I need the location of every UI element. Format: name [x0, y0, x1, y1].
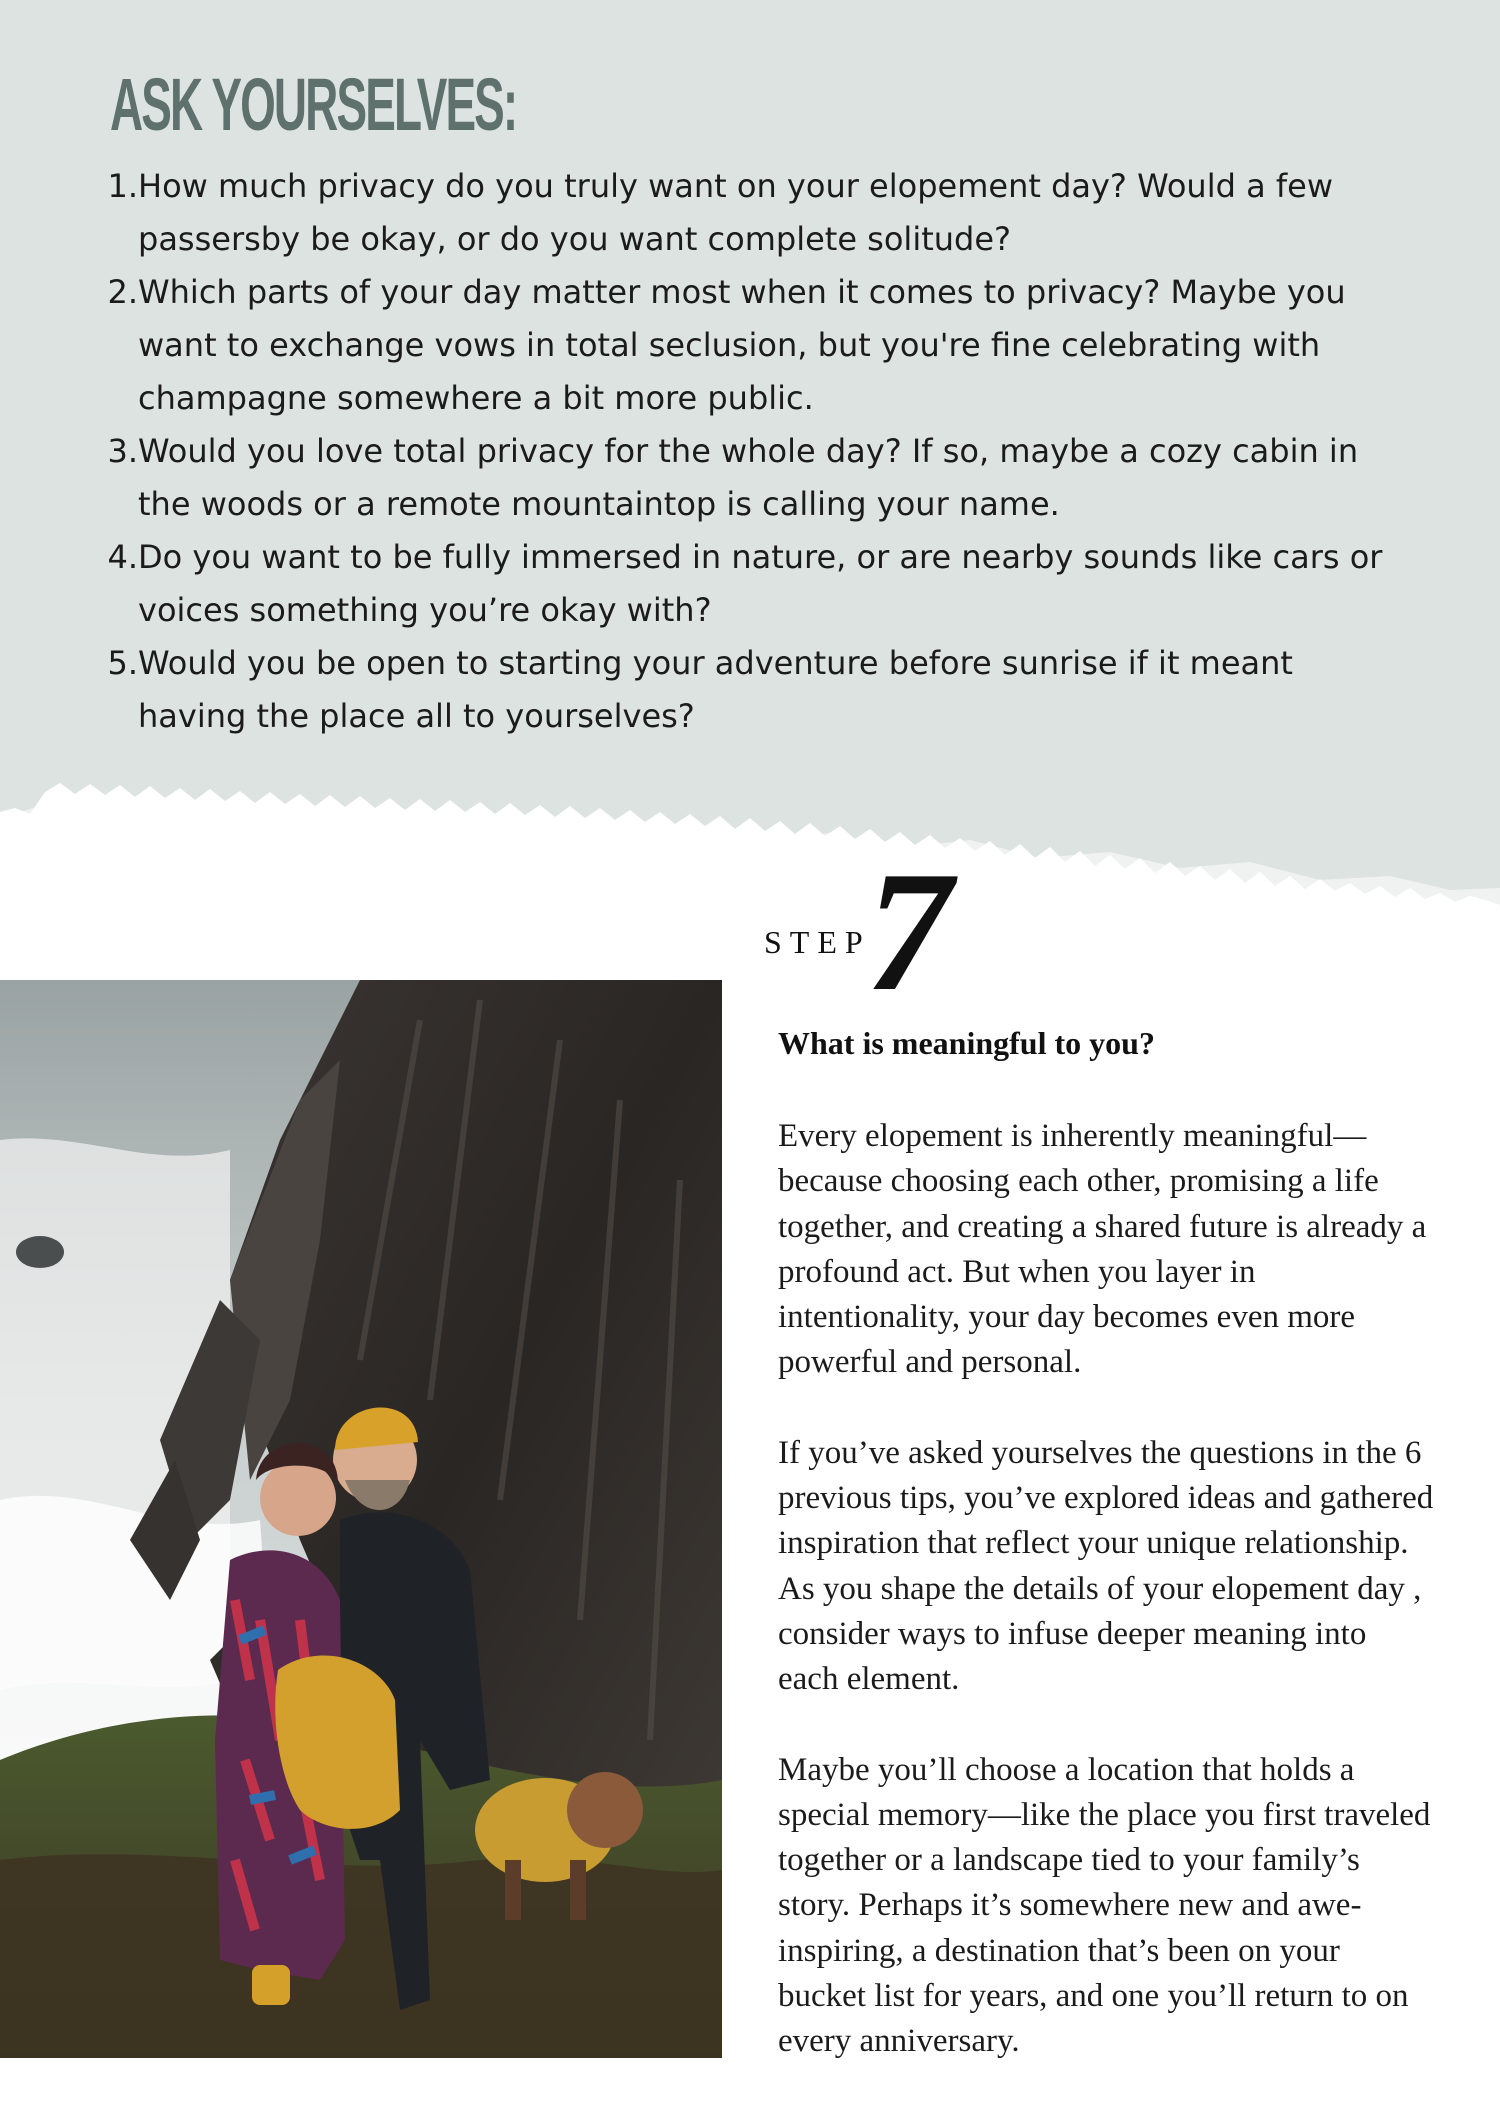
list-item — [107, 160, 1408, 266]
list-number: 2. — [107, 273, 138, 311]
list-number: 5. — [107, 644, 138, 682]
list-number: 1. — [107, 167, 138, 205]
paragraph — [778, 1114, 1468, 1386]
list-item — [107, 531, 1408, 637]
questions-panel — [0, 0, 1500, 905]
text-line: every anniversary. — [778, 2023, 1020, 2060]
question-list — [107, 160, 1408, 743]
step-body — [778, 1114, 1468, 2110]
list-item — [107, 266, 1408, 425]
text-line: inspiration that reflect your unique relationship. — [778, 1525, 1409, 1562]
text-line: together, and creating a shared future is already a — [778, 1208, 1427, 1245]
page-title: ASK YOURSELVES: — [110, 63, 517, 146]
text-line: consider ways to infuse deeper meaning into — [778, 1615, 1367, 1652]
text-line: If you’ve asked yourselves the questions in the 6 — [778, 1434, 1422, 1471]
text-line: intentionality, your day becomes even more — [778, 1299, 1356, 1336]
text-line: bucket list for years, and one you’ll return to on — [778, 1978, 1409, 2015]
text-line: inspiring, a destination that’s been on your — [778, 1932, 1340, 1969]
text-line: previous tips, you’ve explored ideas and gathered — [778, 1480, 1434, 1517]
step-number: 7 — [866, 837, 952, 1027]
text-line: powerful and personal. — [778, 1344, 1082, 1381]
question-line: having the place all to yourselves? — [138, 697, 695, 735]
question-line: passersby be okay, or do you want complete solitude? — [138, 220, 1012, 258]
list-number: 4. — [107, 538, 138, 576]
question-line: How much privacy do you truly want on your elopement day? Would a few — [138, 167, 1333, 205]
text-line: each element. — [778, 1661, 960, 1698]
question-line: the woods or a remote mountaintop is calling your name. — [138, 485, 1060, 523]
photo-illustration — [0, 980, 722, 2058]
couple-cliff-photo — [0, 980, 722, 2058]
text-line: Every elopement is inherently meaningful— — [778, 1118, 1367, 1154]
list-item — [107, 637, 1408, 743]
text-line: because choosing each other, promising a life — [778, 1163, 1379, 1200]
question-line: Would you be open to starting your adventure before sunrise if it meant — [138, 644, 1293, 682]
step-subtitle: What is meaningful to you? — [778, 1025, 1155, 1061]
text-line: As you shape the details of your elopement day , — [778, 1570, 1422, 1607]
text-line: Maybe you’ll choose a location that holds a — [778, 1751, 1355, 1788]
list-item — [107, 425, 1408, 531]
paragraph — [778, 1748, 1468, 2065]
text-line: together or a landscape tied to your family’s — [778, 1842, 1360, 1879]
question-line: Would you love total privacy for the whole day? If so, maybe a cozy cabin in — [138, 432, 1359, 470]
text-line: special memory—like the place you first traveled — [778, 1796, 1431, 1833]
question-line: Which parts of your day matter most when it comes to privacy? Maybe you — [138, 273, 1346, 311]
question-line: want to exchange vows in total seclusion, but you're fine celebrating with — [138, 326, 1321, 364]
paragraph — [778, 1431, 1468, 1703]
step-label: STEP — [764, 924, 871, 960]
list-number: 3. — [107, 432, 138, 470]
question-line: Do you want to be fully immersed in nature, or are nearby sounds like cars or — [138, 538, 1383, 576]
question-line: voices something you’re okay with? — [138, 591, 712, 629]
text-line: profound act. But when you layer in — [778, 1253, 1256, 1290]
text-line: story. Perhaps it’s somewhere new and awe- — [778, 1887, 1362, 1924]
question-line: champagne somewhere a bit more public. — [138, 379, 814, 417]
